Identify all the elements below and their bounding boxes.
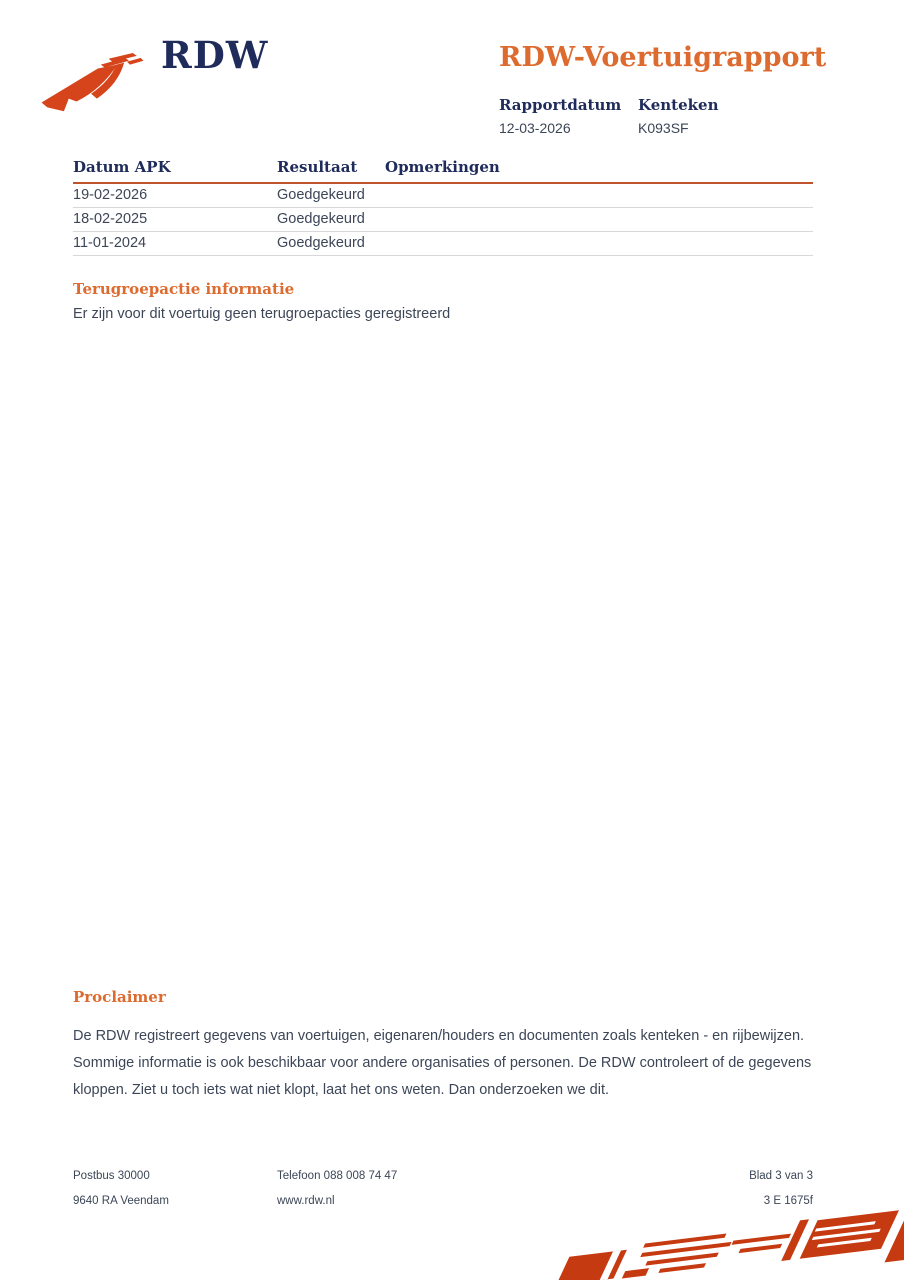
license-plate-label: Kenteken bbox=[638, 96, 719, 114]
apk-remarks-cell bbox=[385, 183, 813, 208]
proclaimer-section-title: Proclaimer bbox=[73, 988, 166, 1006]
proclaimer-section bbox=[73, 988, 813, 1104]
apk-date-cell: 19-02-2026 bbox=[73, 183, 277, 208]
column-header-datum-apk: Datum APK bbox=[73, 158, 277, 183]
apk-date-cell: 11-01-2024 bbox=[73, 232, 277, 256]
proclaimer-section-body: De RDW registreert gegevens van voertuigen, eigenaren/houders en documenten zoals kenteken - en rijbewijzen. Sommige informatie is ook beschikbaar voor andere organisaties of personen. De RDW controleert of de gegevens kloppen. Ziet u toch iets wat niet klopt, laat het ons weten. Dan onderzoeken we dit. bbox=[73, 1028, 812, 1098]
recall-section bbox=[73, 280, 813, 322]
apk-result-cell: Goedgekeurd bbox=[277, 183, 385, 208]
apk-table-row bbox=[73, 183, 813, 208]
report-date-label: Rapportdatum bbox=[499, 96, 622, 114]
license-plate-value: K093SF bbox=[638, 120, 689, 136]
footer-postbus: Postbus 30000 bbox=[73, 1170, 150, 1182]
apk-result-cell: Goedgekeurd bbox=[277, 232, 385, 256]
rdw-flag-icon bbox=[38, 52, 150, 120]
column-header-resultaat: Resultaat bbox=[277, 158, 385, 183]
license-plate-field bbox=[638, 96, 777, 136]
recall-section-title: Terugroepactie informatie bbox=[73, 280, 295, 298]
apk-table-header-row bbox=[73, 158, 813, 183]
footer-phone: Telefoon 088 008 74 47 bbox=[277, 1170, 398, 1182]
footer-doc-code: 3 E 1675f bbox=[763, 1195, 813, 1207]
report-date-field bbox=[499, 96, 638, 136]
apk-history-table bbox=[73, 158, 813, 256]
apk-date-cell: 18-02-2025 bbox=[73, 208, 277, 232]
footer-website: www.rdw.nl bbox=[277, 1195, 335, 1207]
apk-table-row bbox=[73, 232, 813, 256]
speed-lines-decoration-icon bbox=[480, 1197, 904, 1280]
apk-table-row bbox=[73, 208, 813, 232]
column-header-opmerkingen: Opmerkingen bbox=[385, 158, 813, 183]
footer-city: 9640 RA Veendam bbox=[73, 1195, 169, 1207]
rdw-logo-text: RDW bbox=[161, 33, 269, 77]
report-date-value: 12-03-2026 bbox=[499, 120, 571, 136]
apk-result-cell: Goedgekeurd bbox=[277, 208, 385, 232]
report-meta bbox=[499, 96, 777, 136]
apk-table-body bbox=[73, 183, 813, 256]
apk-remarks-cell bbox=[385, 208, 813, 232]
apk-remarks-cell bbox=[385, 232, 813, 256]
recall-section-body: Er zijn voor dit voertuig geen terugroepacties geregistreerd bbox=[73, 306, 451, 322]
page-footer bbox=[73, 1170, 813, 1207]
footer-page-number: Blad 3 van 3 bbox=[749, 1170, 813, 1182]
page-title: RDW-Voertuigrapport bbox=[499, 42, 827, 73]
